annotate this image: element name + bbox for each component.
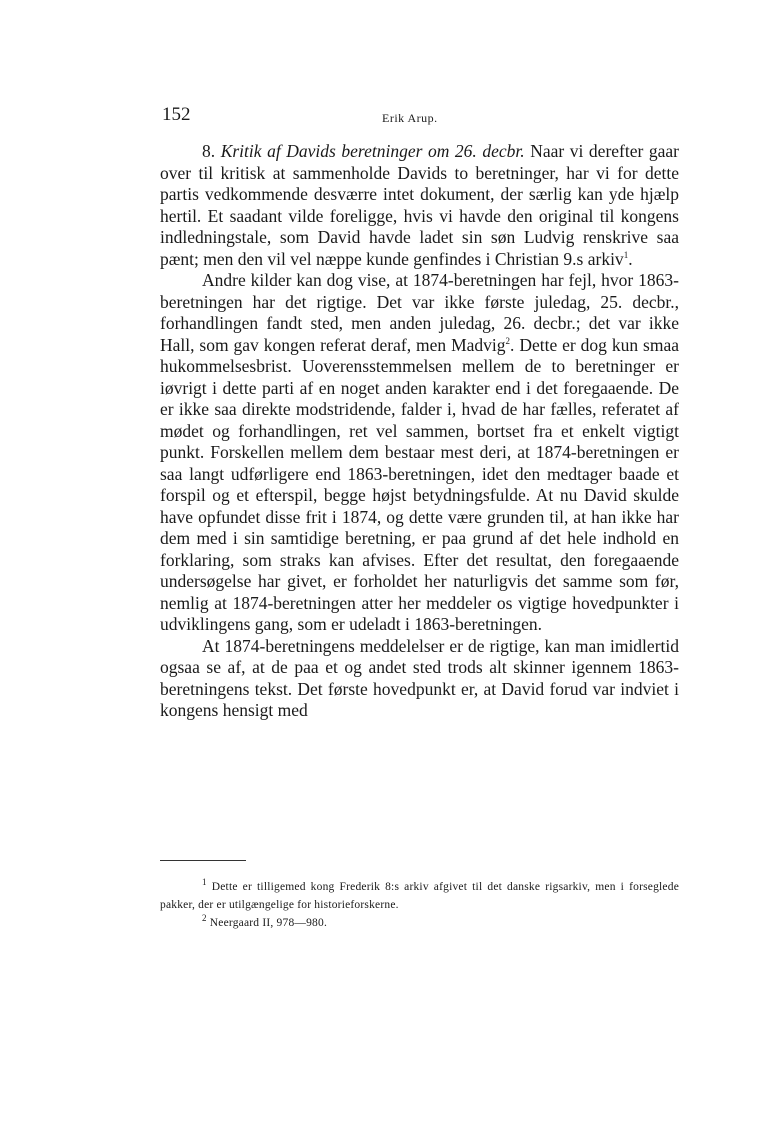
paragraph-text-end: . — [628, 248, 633, 269]
paragraph-text: Naar vi derefter gaar over til kritisk at sammenholde Davids to beretninger, har vi for dette partis vedkommende desværre intet dokument, der særlig kan yde hjælp hertil. Et saadant vilde foreligge, hvis vi havde den original til kongens indledningstale, som David havde ladet sin søn Ludvig renskrive saa pænt; men den vil vel næppe kunde genfindes i Christian 9.s arkiv — [160, 141, 679, 269]
page-header — [160, 104, 680, 132]
section-number: 8. — [202, 141, 216, 161]
footnote-ref-2[interactable]: 2 — [505, 335, 511, 346]
footnote-ref-1[interactable]: 1 — [623, 249, 629, 260]
footnote-marker: 1 — [202, 877, 207, 888]
footnotes — [160, 878, 679, 932]
section-heading: Kritik af Davids beretninger om 26. decbr. — [220, 141, 525, 161]
paragraph-text: Andre kilder kan dog vise, at 1874-beretningen har fejl, hvor 1863-beretningen har det rigtige. Det var ikke første juledag, 25. decbr., forhandlingen fandt sted, men anden juledag, 26. decbr.; det var ikke Hall, som gav kongen referat deraf, men Madvig — [160, 270, 679, 355]
footnote-text: Neergaard II, 978—980. — [209, 917, 328, 929]
body-text — [160, 141, 679, 722]
footnote-text: Dette er tilligemed kong Frederik 8:s arkiv afgivet til det danske rigsarkiv, men i forseglede pakker, der er utilgængelige for historieforskerne. — [160, 881, 679, 911]
footnote-divider — [160, 860, 246, 861]
paragraph-3 — [160, 636, 679, 722]
footnote-1 — [160, 878, 679, 914]
paragraph-1 — [160, 141, 679, 270]
paragraph-text: At 1874-beretningens meddelelser er de rigtige, kan man imidlertid ogsaa se af, at de paa et og andet sted trods alt skinner igennem 1863-beretningens tekst. Det første hovedpunkt er, at David forud var indviet i kongens hensigt med — [160, 635, 679, 720]
running-head: Erik Arup. — [382, 111, 438, 125]
footnote-marker: 2 — [202, 913, 207, 924]
paragraph-2 — [160, 270, 679, 636]
paragraph-text-end: . Dette er dog kun smaa hukommelsesbrist. Uoverensstemmelsen mellem de to beretninger er iøvrigt i dette parti af en noget anden karakter end i det foregaaende. De er ikke saa direkte modstridende, falder i, hvad de har fælles, referatet af mødet og forhandlingen, ret vel sammen, bortset fra et enkelt vigtigt punkt. Forskellen mellem dem bestaar mest deri, at 1874-beretningen er saa langt udførligere end 1863-beretningen, idet den medtager baade et forspil og et efterspil, begge højst betydningsfulde. At nu David skulde have opfundet disse frit i 1874, og dette være grunden til, at han ikke har dem med i sin samtidige beretning, er paa grund af det hele indhold en forklaring, som straks kan afvises. Efter det resultat, den foregaaende undersøgelse har givet, er forholdet her naturligvis det samme som før, nemlig at 1874-beretningen atter her meddeler os vigtige hovedpunkter i udviklingens gang, som er udeladt i 1863-beretningen. — [160, 334, 679, 634]
footnote-2 — [160, 914, 679, 932]
page-number: 152 — [162, 104, 191, 125]
